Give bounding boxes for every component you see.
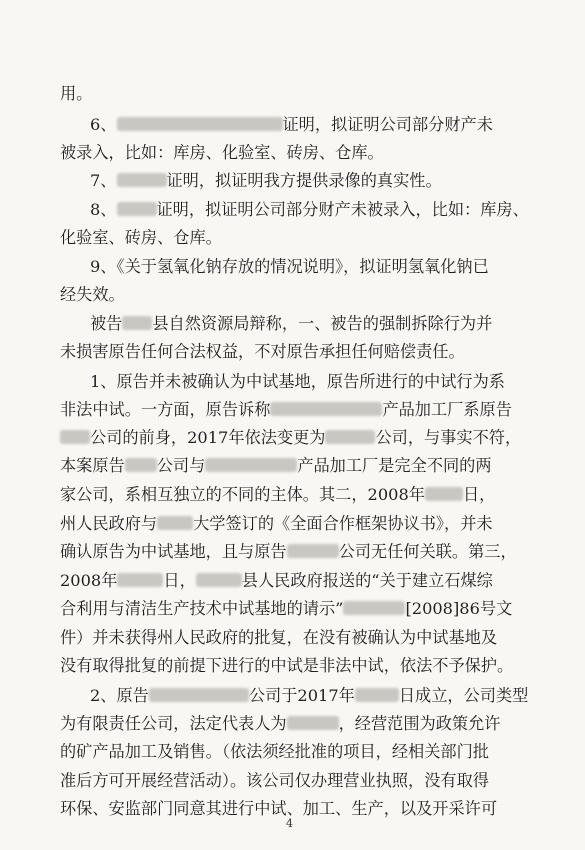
text-line-7: 9、《关于氢氧化钠存放的情况说明》，拟证明氢氧化钠已 bbox=[90, 257, 489, 276]
text-line-25: 准后方可开展经营活动）。该公司仅办理营业执照，没有取得 bbox=[60, 771, 489, 790]
text-line-13: 公司的前身，2017年依法变更为 公司，与事实不符， bbox=[60, 428, 521, 448]
text-line-6: 化验室、砖房、仓库。 bbox=[60, 228, 222, 247]
text-line-9: 被告 县自然资源局辩称，一、被告的强制拆除行为并 bbox=[90, 314, 493, 333]
redacted-block bbox=[125, 458, 157, 472]
text-line-22: 2、原告 公司于2017年 日成立，公司类型 bbox=[90, 686, 529, 705]
text-line-20: 件）并未获得州人民政府的批复，在没有被确认为中试基地及 bbox=[60, 628, 498, 647]
text-line-19: 合利用与清洁生产技术中试基地的请示” [2008]86号文 bbox=[60, 599, 513, 618]
text-line-4: 7、 证明，拟证明我方提供录像的真实性。 bbox=[90, 171, 442, 190]
text-line-15: 家公司，系相互独立的不同的主体。其二，2008年 日， bbox=[60, 485, 496, 504]
redacted-block bbox=[355, 688, 399, 702]
redacted-block bbox=[117, 173, 167, 187]
text-line-17: 确认原告为中试基地，且与原告 公司无任何关联。第三， bbox=[60, 542, 517, 561]
redacted-block bbox=[325, 430, 375, 444]
redacted-block bbox=[149, 688, 249, 702]
text-line-5: 8、 证明，拟证明公司部分财产未被录入，比如：库房、 bbox=[90, 200, 529, 219]
text-line-2: 6、 证明，拟证明公司部分财产未 bbox=[90, 115, 493, 134]
redacted-block bbox=[287, 716, 339, 730]
redacted-block bbox=[122, 316, 152, 330]
text-line-11: 1、原告并未被确认为中试基地，原告所进行的中试行为系 bbox=[90, 372, 505, 391]
redacted-block bbox=[425, 487, 463, 501]
redacted-block bbox=[60, 430, 90, 444]
text-line-24: 的矿产品加工及销售。（依法须经批准的项目，经相关部门批 bbox=[60, 742, 489, 761]
redacted-block bbox=[117, 117, 283, 131]
redacted-block bbox=[117, 202, 157, 216]
text-line-26: 环保、安监部门同意其进行中试、加工、生产，以及开采许可 bbox=[60, 799, 498, 818]
text-line-14: 本案原告 公司与 产品加工厂是完全不同的两 bbox=[60, 456, 492, 475]
text-line-3: 被录入，比如：库房、化验室、砖房、仓库。 bbox=[60, 143, 384, 162]
text-line-8: 经失效。 bbox=[60, 285, 125, 304]
text-line-1: 用。 bbox=[60, 84, 93, 103]
redacted-block bbox=[157, 516, 193, 530]
text-line-12: 非法中试。一方面，原告诉称 产品加工厂系原告 bbox=[60, 400, 512, 419]
redacted-block bbox=[205, 458, 297, 472]
page-number: 4 bbox=[286, 817, 293, 830]
redacted-block bbox=[117, 573, 163, 587]
text-line-10: 未损害原告任何合法权益，不对原告承担任何赔偿责任。 bbox=[60, 342, 465, 361]
text-line-23: 为有限责任公司，法定代表人为 ，经营范围为政策允许 bbox=[60, 714, 501, 733]
text-line-16: 州人民政府与 大学签订的《全面合作框架协议书》，并未 bbox=[60, 514, 493, 533]
text-line-21: 没有取得批复的前提下进行的中试是非法中试，依法不予保护。 bbox=[60, 656, 514, 675]
redacted-block bbox=[270, 402, 382, 416]
redacted-block bbox=[343, 601, 405, 615]
redacted-block bbox=[287, 544, 339, 558]
text-line-18: 2008年 日， 县人民政府报送的“关于建立石煤综 bbox=[60, 571, 493, 590]
redacted-block bbox=[196, 573, 242, 587]
